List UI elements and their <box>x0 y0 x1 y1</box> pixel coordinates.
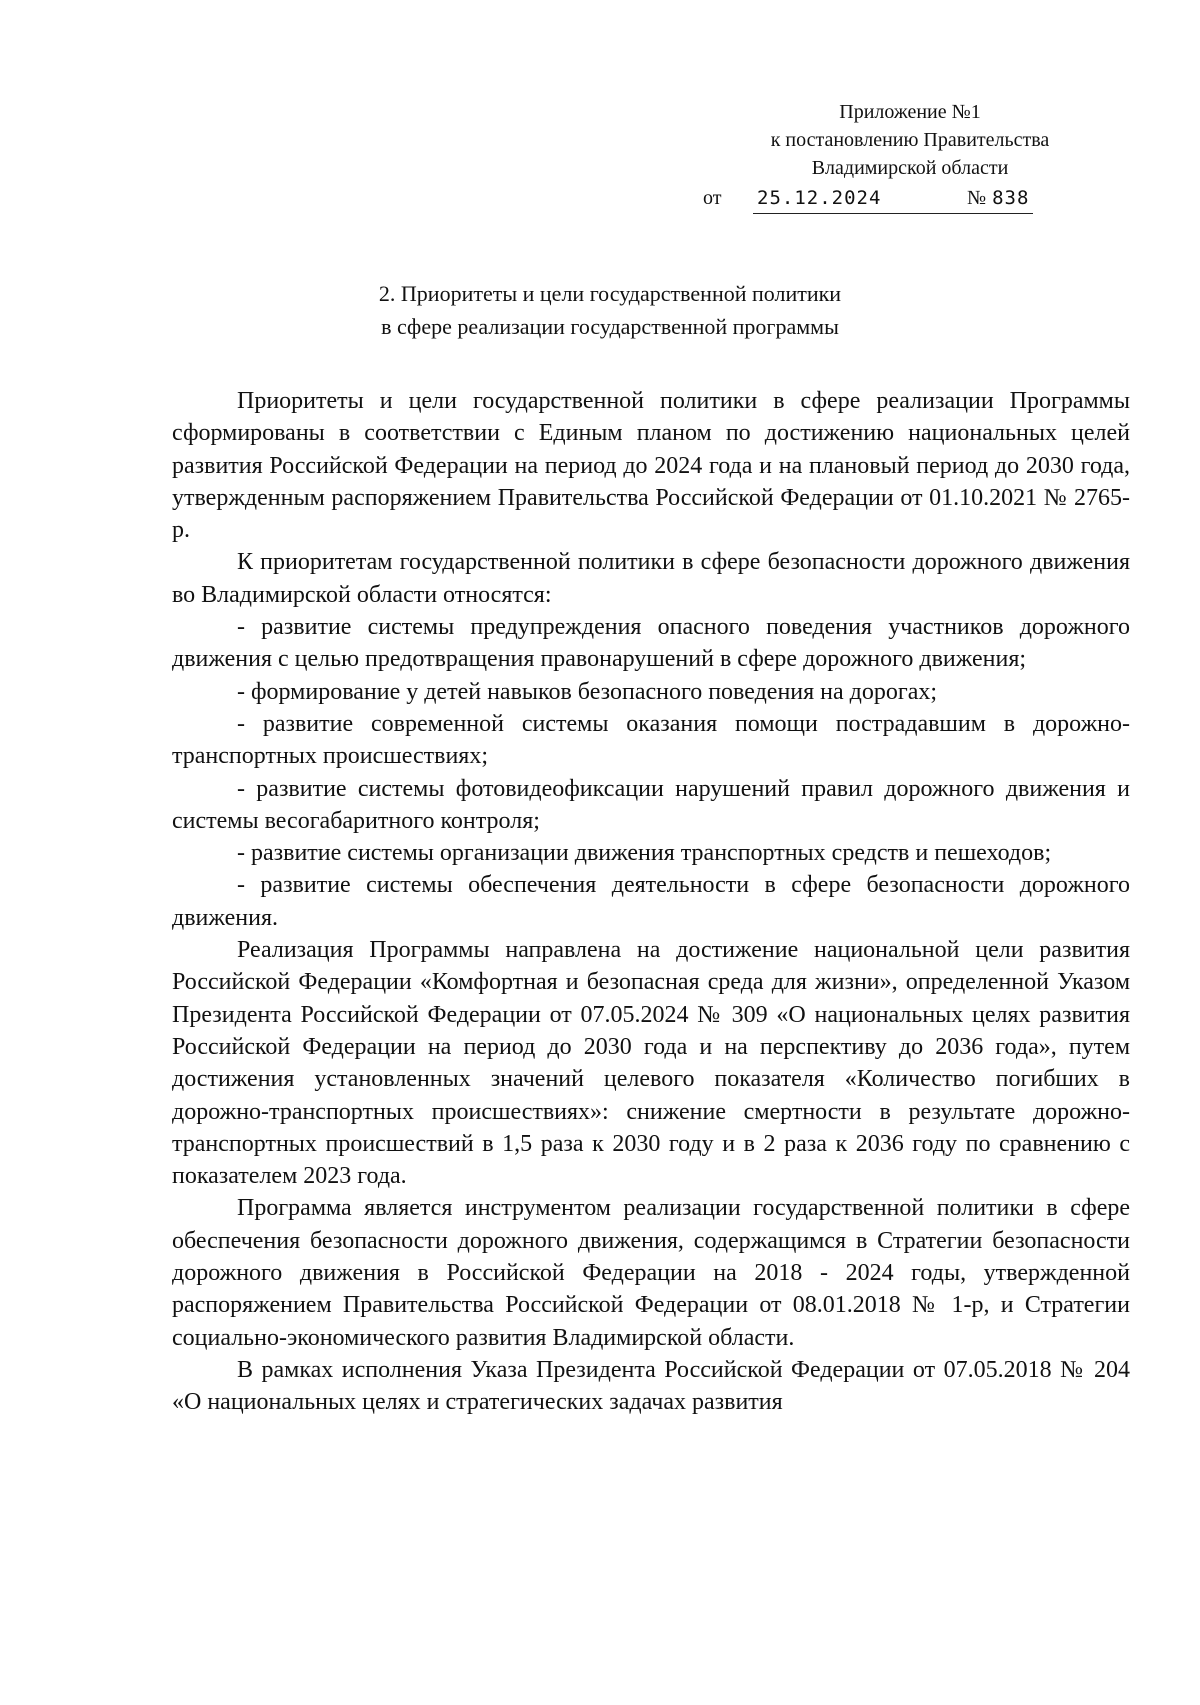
list-item: - развитие системы организации движения транспортных средств и пешеходов; <box>237 840 1052 867</box>
number-sign: № <box>967 187 987 209</box>
paragraph: Программа является инструментом реализации государственной политики в сфере обеспечения безопасности дорожного движения, содержащимся в Стратегии безопасности дорожного движения в Российской Федерации на 2018 - 2024 годы, утвержденной распоряжением Правительства Российской Федерации от 08.01.2018 № 1-р, и Стратегии социально-экономического развития Владимирской области. <box>172 1195 1130 1351</box>
appendix-region: Владимирской области <box>811 157 1009 179</box>
resolution-number: 838 <box>992 187 1030 209</box>
list-item: - формирование у детей навыков безопасного поведения на дорогах; <box>237 678 938 705</box>
appendix-resolution-ref: к постановлению Правительства <box>770 129 1050 151</box>
date-prefix: от <box>703 187 722 209</box>
paragraph: К приоритетам государственной политики в сфере безопасности дорожного движения во Владимирской области относятся: <box>172 549 1130 608</box>
body-text <box>172 385 1130 1419</box>
list-item: - развитие системы фотовидеофиксации нарушений правил дорожного движения и системы весогабаритного контроля; <box>172 775 1130 834</box>
paragraph: Приоритеты и цели государственной политики в сфере реализации Программы сформированы в соответствии с Единым планом по достижению национальных целей развития Российской Федерации на период до 2024 года и на плановый период до 2030 года, утвержденным распоряжением Правительства Российской Федерации от 01.10.2021 № 2765-р. <box>172 388 1130 544</box>
section-title <box>300 277 920 343</box>
resolution-date: 25.12.2024 <box>757 187 882 209</box>
list-item: - развитие системы обеспечения деятельности в сфере безопасности дорожного движения. <box>172 872 1130 931</box>
date-number-field <box>753 184 1033 214</box>
appendix-header <box>703 98 1100 214</box>
paragraph: В рамках исполнения Указа Президента Российской Федерации от 07.05.2018 № 204 «О национальных целях и стратегических задачах развития <box>172 1356 1130 1416</box>
section-title-line-2: в сфере реализации государственной программы <box>381 314 839 339</box>
list-item: - развитие современной системы оказания помощи пострадавшим в дорожно-транспортных происшествиях; <box>172 710 1130 770</box>
appendix-number: Приложение №1 <box>839 101 981 123</box>
appendix-date-line <box>703 184 1100 214</box>
section-title-line-1: 2. Приоритеты и цели государственной политики <box>378 281 842 306</box>
list-item: - развитие системы предупреждения опасного поведения участников дорожного движения с целью предотвращения правонарушений в сфере дорожного движения; <box>172 614 1130 673</box>
paragraph: Реализация Программы направлена на достижение национальной цели развития Российской Федерации «Комфортная и безопасная среда для жизни», определенной Указом Президента Российской Федерации от 07.05.2024 № 309 «О национальных целях развития Российской Федерации на период до 2030 года и на перспективу до 2036 года», путем достижения установленных значений целевого показателя «Количество погибших в дорожно-транспортных происшествиях»: снижение смертности в результате дорожно-транспортных происшествий в 1,5 раза к 2030 году и в 2 раза к 2036 году по сравнению с показателем 2023 года. <box>172 937 1130 1190</box>
